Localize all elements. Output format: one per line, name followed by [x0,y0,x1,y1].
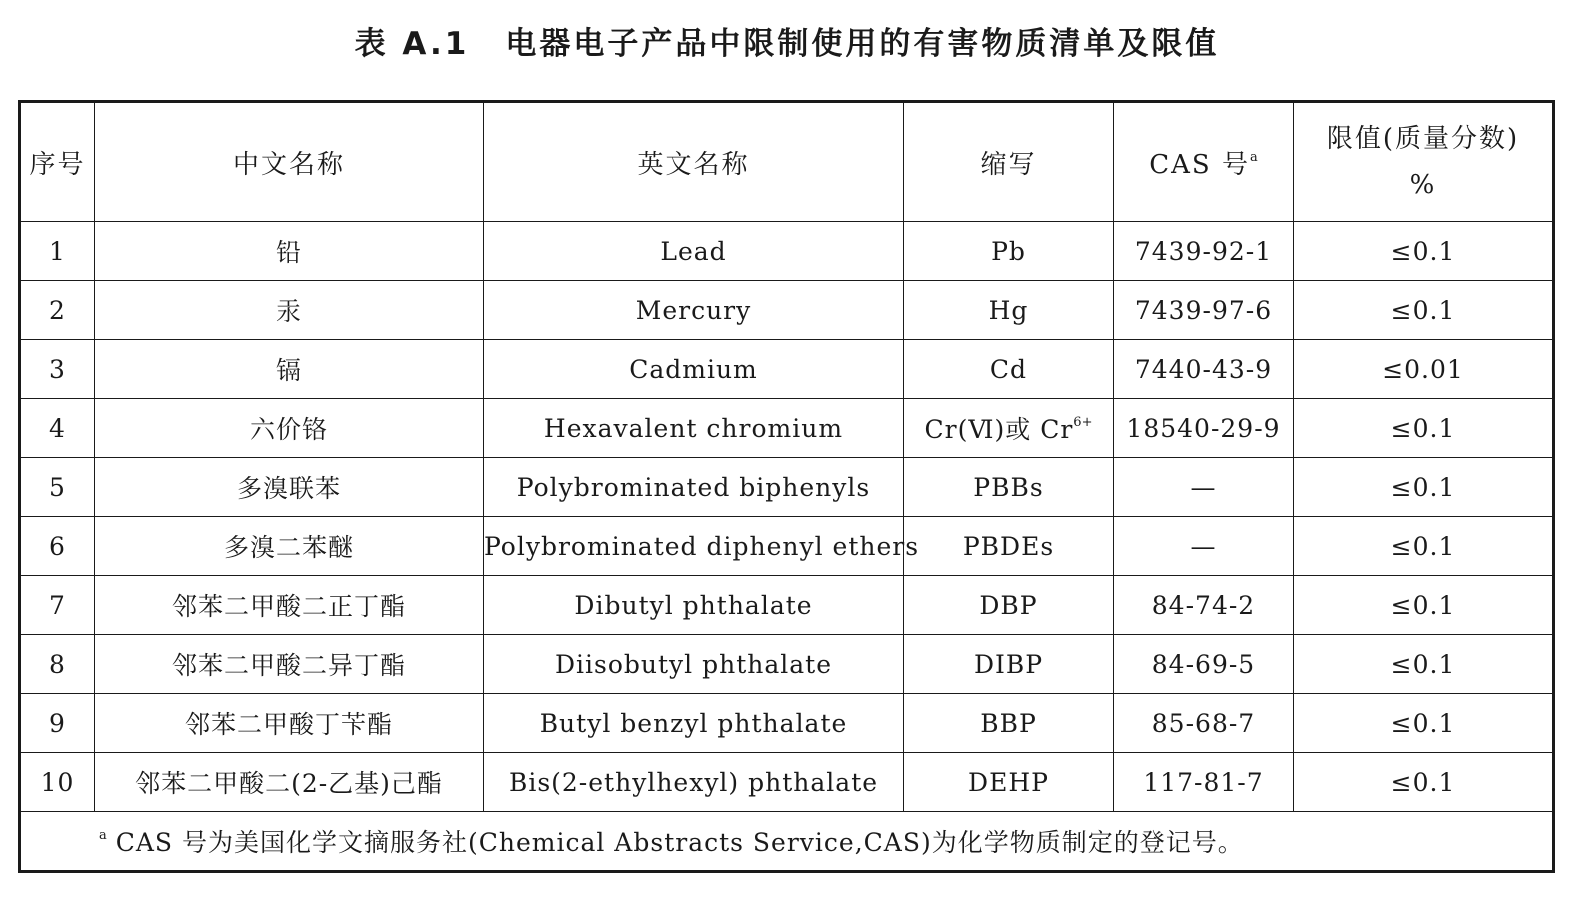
seq-cell: 8 [49,649,66,679]
abbr-cell: Cr(Ⅵ)或 Cr [924,415,1074,444]
en-name-cell-container [484,517,920,576]
abbr-cell: DBP [979,590,1038,620]
seq-cell-container [20,517,95,576]
limit-cell: ≤0.1 [1390,767,1456,797]
cn-name-cell-container [95,340,484,399]
seq-cell: 6 [49,531,66,561]
cn-name-cell-container [95,517,484,576]
table-row [20,399,1554,458]
seq-cell: 10 [40,767,75,797]
limit-cell: ≤0.1 [1390,295,1456,325]
en-name-cell-container [484,222,904,281]
limit-cell: ≤0.01 [1382,354,1464,384]
abbr-cell-container [904,517,1114,576]
limit-cell: ≤0.1 [1390,649,1456,679]
cas-cell-container [1114,694,1294,753]
cn-name-cell: 邻苯二甲酸二异丁酯 [171,651,406,680]
cn-name-cell: 邻苯二甲酸丁苄酯 [184,710,393,739]
table-row [20,340,1554,399]
cn-name-cell: 邻苯二甲酸二正丁酯 [171,592,406,621]
header-seq: 序号 [20,102,95,222]
substance-limit-table [18,100,1555,873]
seq-cell: 1 [49,236,66,266]
cn-name-cell: 邻苯二甲酸二(2-乙基)己酯 [135,769,443,798]
cas-cell: 84-74-2 [1151,590,1256,620]
seq-cell-container [20,694,95,753]
cas-cell: 7439-92-1 [1134,236,1273,266]
en-name-cell-container [484,753,904,812]
table-caption: 电器电子产品中限制使用的有害物质清单及限值 [505,26,1220,62]
limit-cell-container [1294,458,1554,517]
en-name-cell: Polybrominated diphenyl ethers [484,531,920,561]
limit-cell-container [1294,517,1554,576]
header-cn-name: 中文名称 [95,102,484,222]
cn-name-cell: 铅 [275,238,302,267]
limit-cell: ≤0.1 [1390,531,1456,561]
abbr-cell-container [904,458,1114,517]
cn-name-cell: 镉 [275,356,302,385]
cas-cell-container [1114,517,1294,576]
abbr-superscript: 6+ [1073,415,1093,430]
seq-cell: 3 [49,354,66,384]
header-en-name: 英文名称 [484,102,904,222]
footnote-cell [20,812,1554,872]
cas-cell: 85-68-7 [1151,708,1256,738]
limit-cell-container [1294,281,1554,340]
seq-cell-container [20,576,95,635]
limit-cell-container [1294,222,1554,281]
cas-cell: 7440-43-9 [1134,354,1273,384]
table-row [20,517,1554,576]
cn-name-cell: 汞 [275,297,302,326]
abbr-cell-container [904,753,1114,812]
footnote-row [20,812,1554,872]
en-name-cell: Diisobutyl phthalate [554,649,833,679]
cas-cell-container [1114,458,1294,517]
header-cas-note-mark: a [1249,149,1258,165]
abbr-cell-container [904,635,1114,694]
seq-cell-container [20,458,95,517]
cas-cell-container [1114,576,1294,635]
limit-cell: ≤0.1 [1390,708,1456,738]
limit-cell: ≤0.1 [1390,236,1456,266]
abbr-cell: Pb [991,236,1026,266]
cas-cell: 18540-29-9 [1126,413,1281,443]
seq-cell: 9 [49,708,66,738]
cas-cell-container [1114,753,1294,812]
seq-cell: 2 [49,295,66,325]
cn-name-cell: 六价铬 [249,415,328,444]
cn-name-cell-container [95,222,484,281]
cas-cell-container [1114,399,1294,458]
cas-cell-container [1114,635,1294,694]
limit-cell-container [1294,576,1554,635]
cn-name-cell-container [95,576,484,635]
table-row [20,694,1554,753]
cn-name-cell-container [95,694,484,753]
abbr-cell: PBBs [973,472,1044,502]
header-limit-line1: 限值(质量分数) [1326,124,1520,154]
cas-cell-container [1114,222,1294,281]
en-name-cell-container [484,694,904,753]
en-name-cell: Mercury [635,295,752,325]
cn-name-cell-container [95,635,484,694]
table-row [20,222,1554,281]
cas-cell: 117-81-7 [1143,767,1264,797]
cas-cell: — [1190,531,1217,561]
en-name-cell: Butyl benzyl phthalate [539,708,848,738]
footnote-text: CAS 号为美国化学文摘服务社(Chemical Abstracts Service,CAS)为化学物质制定的登记号。 [115,828,1244,857]
header-row [20,102,1554,222]
abbr-cell-container [904,399,1114,458]
seq-cell-container [20,635,95,694]
table-row [20,458,1554,517]
en-name-cell: Bis(2-ethylhexyl) phthalate [508,767,879,797]
limit-cell: ≤0.1 [1390,590,1456,620]
en-name-cell: Polybrominated biphenyls [516,472,871,502]
header-limit-line2: % [1409,170,1437,200]
cn-name-cell-container [95,753,484,812]
limit-cell-container [1294,399,1554,458]
limit-cell: ≤0.1 [1390,413,1456,443]
abbr-cell: BBP [980,708,1037,738]
cn-name-cell: 多溴二苯醚 [223,533,354,562]
abbr-cell: DEHP [968,767,1049,797]
cas-cell-container [1114,340,1294,399]
seq-cell-container [20,281,95,340]
en-name-cell: Cadmium [629,354,758,384]
en-name-cell-container [484,635,904,694]
table-row [20,753,1554,812]
header-limit [1294,102,1554,222]
abbr-cell-container [904,694,1114,753]
cas-cell-container [1114,281,1294,340]
cas-cell: 7439-97-6 [1134,295,1273,325]
en-name-cell-container [484,340,904,399]
abbr-cell: Hg [988,295,1029,325]
abbr-cell-container [904,222,1114,281]
header-abbr: 缩写 [904,102,1114,222]
abbr-cell-container [904,576,1114,635]
en-name-cell: Lead [660,236,727,266]
table-row [20,281,1554,340]
cn-name-cell: 多溴联苯 [236,474,341,503]
table-row [20,576,1554,635]
table-row [20,635,1554,694]
limit-cell: ≤0.1 [1390,472,1456,502]
en-name-cell-container [484,576,904,635]
footnote-mark: a [99,828,107,843]
header-cas-label: CAS 号 [1149,149,1250,180]
abbr-cell-container [904,281,1114,340]
seq-cell-container [20,340,95,399]
en-name-cell-container [484,281,904,340]
cn-name-cell-container [95,281,484,340]
abbr-cell: Cd [989,354,1028,384]
abbr-cell: DIBP [973,649,1044,679]
limit-cell-container [1294,753,1554,812]
cn-name-cell-container [95,458,484,517]
limit-cell-container [1294,694,1554,753]
seq-cell: 4 [49,413,66,443]
limit-cell-container [1294,635,1554,694]
seq-cell: 7 [49,590,66,620]
abbr-cell: PBDEs [962,531,1055,561]
en-name-cell: Dibutyl phthalate [574,590,813,620]
abbr-cell-container [904,340,1114,399]
limit-cell-container [1294,340,1554,399]
cn-name-cell-container [95,399,484,458]
seq-cell-container [20,399,95,458]
seq-cell-container [20,753,95,812]
seq-cell-container [20,222,95,281]
seq-cell: 5 [49,472,66,502]
cas-cell: — [1190,472,1217,502]
table-title [0,18,1574,63]
table-number: 表 A.1 [354,26,470,62]
table-body [20,222,1554,812]
en-name-cell-container [484,458,904,517]
header-cas [1114,102,1294,222]
cas-cell: 84-69-5 [1151,649,1256,679]
en-name-cell: Hexavalent chromium [543,413,844,443]
en-name-cell-container [484,399,904,458]
